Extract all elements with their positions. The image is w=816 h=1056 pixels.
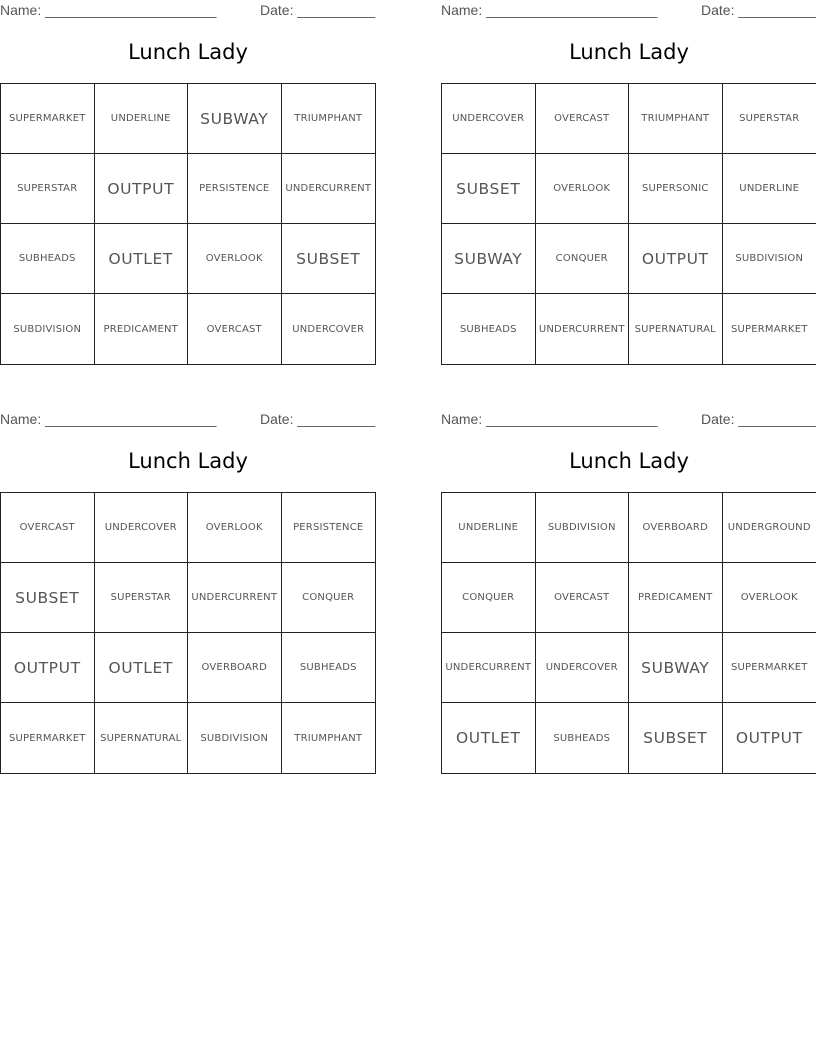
date-field[interactable]: Date: __________ [701, 411, 816, 427]
card-header [0, 0, 376, 22]
bingo-cell: OVERBOARD [188, 633, 282, 703]
bingo-cell: SUBSET [282, 224, 376, 294]
bingo-cell: OUTLET [95, 224, 189, 294]
bingo-cell: OUTPUT [1, 633, 95, 703]
bingo-cell: UNDERCURRENT [282, 154, 376, 224]
bingo-cell: UNDERCURRENT [536, 294, 630, 364]
bingo-cell: UNDERLINE [723, 154, 816, 224]
bingo-cell: TRIUMPHANT [629, 84, 723, 154]
bingo-cell: OUTLET [95, 633, 189, 703]
card-title: Lunch Lady [569, 40, 689, 64]
bingo-cell: SUBSET [442, 154, 536, 224]
bingo-cell: PREDICAMENT [95, 294, 189, 364]
bingo-cell: UNDERCOVER [536, 633, 630, 703]
bingo-cell: UNDERLINE [442, 493, 536, 563]
bingo-cell: SUBDIVISION [536, 493, 630, 563]
bingo-cell: TRIUMPHANT [282, 84, 376, 154]
bingo-cell: SUPERSONIC [629, 154, 723, 224]
card-title: Lunch Lady [128, 40, 248, 64]
bingo-cell: SUPERMARKET [723, 633, 816, 703]
bingo-cell: SUPERMARKET [1, 84, 95, 154]
bingo-cell: OVERCAST [536, 84, 630, 154]
bingo-cell: CONQUER [282, 563, 376, 633]
bingo-cell: SUBSET [1, 563, 95, 633]
bingo-cell: OUTPUT [629, 224, 723, 294]
date-field[interactable]: Date: __________ [260, 411, 376, 427]
bingo-cell: OUTPUT [95, 154, 189, 224]
bingo-grid [0, 492, 376, 774]
bingo-cell: OVERLOOK [723, 563, 816, 633]
bingo-cell: SUBSET [629, 703, 723, 773]
bingo-cell: UNDERGROUND [723, 493, 816, 563]
bingo-cell: SUBHEADS [282, 633, 376, 703]
bingo-cell: OVERCAST [1, 493, 95, 563]
date-field[interactable]: Date: __________ [701, 2, 816, 18]
bingo-cell: SUBDIVISION [1, 294, 95, 364]
bingo-cell: CONQUER [442, 563, 536, 633]
card-header [441, 0, 816, 22]
bingo-cell: OVERLOOK [188, 224, 282, 294]
card-title: Lunch Lady [128, 449, 248, 473]
bingo-cell: OUTLET [442, 703, 536, 773]
bingo-cell: SUPERMARKET [730, 323, 808, 335]
bingo-cell: UNDERCOVER [292, 323, 365, 335]
bingo-cell: SUPERSTAR [95, 563, 189, 633]
bingo-cell: OVERLOOK [536, 154, 630, 224]
card-header [0, 409, 376, 431]
name-field[interactable]: Name: ______________________ [0, 411, 217, 427]
bingo-grid [441, 83, 816, 365]
bingo-cell: OVERCAST [536, 563, 630, 633]
date-field[interactable]: Date: __________ [260, 2, 376, 18]
bingo-cell: UNDERCOVER [442, 84, 536, 154]
card-header [441, 409, 816, 431]
bingo-cell: SUBDIVISION [188, 703, 282, 773]
bingo-cell: SUPERSTAR [1, 154, 95, 224]
bingo-cell: SUPERNATURAL [95, 703, 189, 773]
bingo-cell: SUBHEADS [1, 224, 95, 294]
bingo-cell: SUBWAY [188, 84, 282, 154]
card-title: Lunch Lady [569, 449, 689, 473]
bingo-cell: OUTPUT [735, 729, 803, 747]
bingo-cell: SUPERSTAR [723, 84, 816, 154]
bingo-cell: UNDERCURRENT [442, 633, 536, 703]
bingo-cell: SUBHEADS [442, 294, 536, 364]
bingo-cell: SUBHEADS [536, 703, 630, 773]
bingo-cell: SUPERMARKET [1, 703, 95, 773]
bingo-cell: SUBWAY [629, 633, 723, 703]
bingo-grid [0, 83, 376, 365]
bingo-cell: UNDERCOVER [95, 493, 189, 563]
bingo-cell: SUPERNATURAL [629, 294, 723, 364]
bingo-cell: CONQUER [536, 224, 630, 294]
bingo-cell: PREDICAMENT [629, 563, 723, 633]
bingo-cell: PERSISTENCE [282, 493, 376, 563]
bingo-cell: OVERLOOK [188, 493, 282, 563]
bingo-cell: UNDERCURRENT [188, 563, 282, 633]
name-field[interactable]: Name: ______________________ [0, 2, 217, 18]
bingo-cell: OVERBOARD [629, 493, 723, 563]
name-field[interactable]: Name: ______________________ [441, 411, 658, 427]
bingo-cell: UNDERLINE [95, 84, 189, 154]
bingo-grid [441, 492, 816, 774]
bingo-cell: SUBDIVISION [723, 224, 816, 294]
bingo-cell: SUBWAY [442, 224, 536, 294]
bingo-cell: TRIUMPHANT [294, 732, 363, 744]
bingo-cell: OVERCAST [188, 294, 282, 364]
bingo-cell: PERSISTENCE [188, 154, 282, 224]
name-field[interactable]: Name: ______________________ [441, 2, 658, 18]
